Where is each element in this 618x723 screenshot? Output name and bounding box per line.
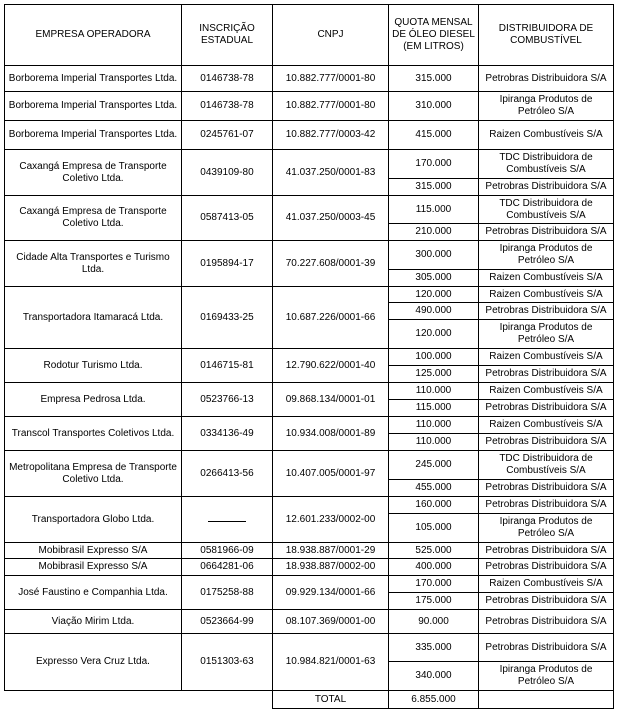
cell-quota: 120.000 [389, 287, 479, 303]
cell-empresa: Caxangá Empresa de Transporte Coletivo Ltda. [5, 150, 182, 196]
cell-cnpj: 18.938.887/0002-00 [273, 559, 389, 576]
cell-cnpj: 12.601.233/0002-00 [273, 497, 389, 543]
table-body [5, 66, 614, 691]
table-row [5, 66, 614, 92]
header-empresa: EMPRESA OPERADORA [5, 5, 182, 66]
cell-quota: 305.000 [389, 270, 479, 287]
header-cnpj: CNPJ [273, 5, 389, 66]
header-quota: QUOTA MENSAL DE ÓLEO DIESEL (EM LITROS) [389, 5, 479, 66]
table-row [5, 349, 614, 366]
cell-inscricao: 0587413-05 [182, 196, 273, 241]
table-row [5, 150, 614, 179]
cell-empresa: José Faustino e Companhia Ltda. [5, 576, 182, 610]
cell-quota: 455.000 [389, 480, 479, 497]
cell-quota: 340.000 [389, 662, 479, 691]
cell-distribuidora: TDC Distribuidora de Combustíveis S/A [479, 150, 614, 179]
cell-quota: 525.000 [389, 543, 479, 559]
cell-empresa: Transportadora Itamaracá Ltda. [5, 287, 182, 349]
cell-quota: 120.000 [389, 320, 479, 349]
cell-inscricao: 0245761-07 [182, 121, 273, 150]
cell-distribuidora: Petrobras Distribuidora S/A [479, 559, 614, 576]
cell-distribuidora: Raizen Combustíveis S/A [479, 349, 614, 366]
header-inscricao: INSCRIÇÃO ESTADUAL [182, 5, 273, 66]
cell-cnpj: 10.882.777/0001-80 [273, 92, 389, 121]
cell-distribuidora: Petrobras Distribuidora S/A [479, 303, 614, 320]
cell-distribuidora: Petrobras Distribuidora S/A [479, 66, 614, 92]
cell-inscricao: 0664281-06 [182, 559, 273, 576]
cell-quota: 400.000 [389, 559, 479, 576]
cell-quota: 160.000 [389, 497, 479, 514]
total-label: TOTAL [273, 691, 389, 709]
cell-cnpj: 70.227.608/0001-39 [273, 241, 389, 287]
cell-quota: 315.000 [389, 179, 479, 196]
cell-inscricao: 0266413-56 [182, 451, 273, 497]
cell-empresa: Mobibrasil Expresso S/A [5, 559, 182, 576]
cell-quota: 170.000 [389, 576, 479, 593]
cell-empresa: Borborema Imperial Transportes Ltda. [5, 121, 182, 150]
cell-quota: 210.000 [389, 224, 479, 241]
cell-distribuidora: Petrobras Distribuidora S/A [479, 593, 614, 610]
table-row [5, 451, 614, 480]
cell-empresa: Caxangá Empresa de Transporte Coletivo Ltda. [5, 196, 182, 241]
total-blank [479, 691, 614, 709]
cell-cnpj: 41.037.250/0001-83 [273, 150, 389, 196]
cell-distribuidora: Petrobras Distribuidora S/A [479, 497, 614, 514]
cell-quota: 310.000 [389, 92, 479, 121]
table-row [5, 241, 614, 270]
cell-inscricao: 0146738-78 [182, 92, 273, 121]
cell-inscricao: 0169433-25 [182, 287, 273, 349]
cell-empresa: Mobibrasil Expresso S/A [5, 543, 182, 559]
cell-quota: 110.000 [389, 434, 479, 451]
cell-quota: 115.000 [389, 196, 479, 224]
cell-empresa: Transportadora Globo Ltda. [5, 497, 182, 543]
cell-quota: 315.000 [389, 66, 479, 92]
cell-distribuidora: Raizen Combustíveis S/A [479, 576, 614, 593]
cell-distribuidora: Petrobras Distribuidora S/A [479, 434, 614, 451]
cell-distribuidora: Raizen Combustíveis S/A [479, 121, 614, 150]
cell-cnpj: 10.984.821/0001-63 [273, 634, 389, 691]
cell-empresa: Borborema Imperial Transportes Ltda. [5, 66, 182, 92]
cell-quota: 90.000 [389, 610, 479, 634]
cell-inscricao: 0151303-63 [182, 634, 273, 691]
table-row [5, 576, 614, 593]
cell-cnpj: 08.107.369/0001-00 [273, 610, 389, 634]
table-row [5, 543, 614, 559]
cell-inscricao: 0581966-09 [182, 543, 273, 559]
cell-quota: 415.000 [389, 121, 479, 150]
cell-cnpj: 09.929.134/0001-66 [273, 576, 389, 610]
cell-inscricao: 0195894-17 [182, 241, 273, 287]
cell-empresa: Empresa Pedrosa Ltda. [5, 383, 182, 417]
cell-empresa: Rodotur Turismo Ltda. [5, 349, 182, 383]
cell-quota: 100.000 [389, 349, 479, 366]
cell-distribuidora: Petrobras Distribuidora S/A [479, 224, 614, 241]
cell-quota: 110.000 [389, 383, 479, 400]
total-row [5, 691, 614, 709]
cell-cnpj: 10.882.777/0003-42 [273, 121, 389, 150]
cell-cnpj: 10.882.777/0001-80 [273, 66, 389, 92]
cell-distribuidora: Raizen Combustíveis S/A [479, 383, 614, 400]
cell-empresa: Metropolitana Empresa de Transporte Coletivo Ltda. [5, 451, 182, 497]
cell-distribuidora: Raizen Combustíveis S/A [479, 287, 614, 303]
table-row [5, 610, 614, 634]
table-row [5, 287, 614, 303]
cell-cnpj: 41.037.250/0003-45 [273, 196, 389, 241]
cell-distribuidora: Ipiranga Produtos de Petróleo S/A [479, 514, 614, 543]
cell-quota: 125.000 [389, 366, 479, 383]
cell-empresa: Viação Mirim Ltda. [5, 610, 182, 634]
cell-empresa: Transcol Transportes Coletivos Ltda. [5, 417, 182, 451]
cell-distribuidora: Ipiranga Produtos de Petróleo S/A [479, 662, 614, 691]
cell-distribuidora: Petrobras Distribuidora S/A [479, 610, 614, 634]
cell-quota: 490.000 [389, 303, 479, 320]
header-distribuidora: DISTRIBUIDORA DE COMBUSTÍVEL [479, 5, 614, 66]
cell-distribuidora: TDC Distribuidora de Combustíveis S/A [479, 196, 614, 224]
cell-quota: 245.000 [389, 451, 479, 480]
cell-distribuidora: Petrobras Distribuidora S/A [479, 543, 614, 559]
cell-inscricao: 0439109-80 [182, 150, 273, 196]
cell-distribuidora: TDC Distribuidora de Combustíveis S/A [479, 451, 614, 480]
cell-distribuidora: Petrobras Distribuidora S/A [479, 634, 614, 662]
cell-quota: 300.000 [389, 241, 479, 270]
cell-inscricao: 0523766-13 [182, 383, 273, 417]
table-row [5, 417, 614, 434]
cell-cnpj: 12.790.622/0001-40 [273, 349, 389, 383]
cell-quota: 105.000 [389, 514, 479, 543]
cell-distribuidora: Raizen Combustíveis S/A [479, 270, 614, 287]
blank-line [208, 513, 246, 522]
table-row [5, 121, 614, 150]
table-row [5, 196, 614, 224]
total-value: 6.855.000 [389, 691, 479, 709]
cell-quota: 335.000 [389, 634, 479, 662]
header-row [5, 5, 614, 66]
cell-cnpj: 18.938.887/0001-29 [273, 543, 389, 559]
cell-cnpj: 09.868.134/0001-01 [273, 383, 389, 417]
cell-empresa: Expresso Vera Cruz Ltda. [5, 634, 182, 691]
cell-empresa: Cidade Alta Transportes e Turismo Ltda. [5, 241, 182, 287]
cell-cnpj: 10.934.008/0001-89 [273, 417, 389, 451]
table-row [5, 383, 614, 400]
cell-cnpj: 10.687.226/0001-66 [273, 287, 389, 349]
cell-distribuidora: Petrobras Distribuidora S/A [479, 179, 614, 196]
cell-distribuidora: Ipiranga Produtos de Petróleo S/A [479, 92, 614, 121]
cell-inscricao: 0523664-99 [182, 610, 273, 634]
cell-distribuidora: Raizen Combustíveis S/A [479, 417, 614, 434]
cell-inscricao [182, 497, 273, 543]
cell-cnpj: 10.407.005/0001-97 [273, 451, 389, 497]
table-row [5, 559, 614, 576]
table-row [5, 634, 614, 662]
cell-inscricao: 0175258-88 [182, 576, 273, 610]
cell-inscricao: 0334136-49 [182, 417, 273, 451]
cell-distribuidora: Petrobras Distribuidora S/A [479, 480, 614, 497]
cell-quota: 170.000 [389, 150, 479, 179]
cell-distribuidora: Ipiranga Produtos de Petróleo S/A [479, 320, 614, 349]
quota-table [4, 4, 614, 709]
table-row [5, 497, 614, 514]
cell-inscricao: 0146738-78 [182, 66, 273, 92]
table-row [5, 92, 614, 121]
cell-distribuidora: Petrobras Distribuidora S/A [479, 366, 614, 383]
cell-quota: 175.000 [389, 593, 479, 610]
cell-quota: 110.000 [389, 417, 479, 434]
cell-quota: 115.000 [389, 400, 479, 417]
cell-distribuidora: Ipiranga Produtos de Petróleo S/A [479, 241, 614, 270]
cell-inscricao: 0146715-81 [182, 349, 273, 383]
cell-empresa: Borborema Imperial Transportes Ltda. [5, 92, 182, 121]
cell-distribuidora: Petrobras Distribuidora S/A [479, 400, 614, 417]
